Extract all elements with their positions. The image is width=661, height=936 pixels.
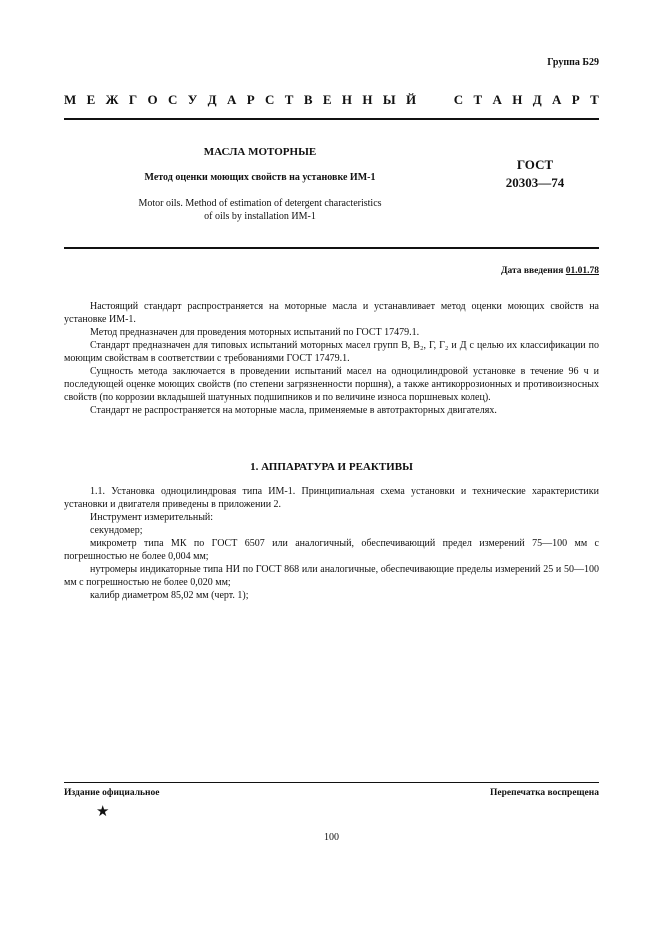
paragraph: Стандарт предназначен для типовых испытаний моторных масел групп В, В₂, Г, Г₂ и Д с целью их классификации по моющим свойствам в соответствии с требованиями ГОСТ 17479.1. [64,340,599,364]
paragraph: Метод предназначен для проведения моторных испытаний по ГОСТ 17479.1. [90,327,420,338]
banner-letter: Ж [105,92,119,107]
banner-letter: Н [362,92,373,107]
paragraph: нутромеры индикаторные типа НИ по ГОСТ 868 или аналогичные, обеспечивающие пределы измерений 25 и 50—100 мм с погрешностью не более 0,020 мм; [64,564,599,588]
section-text [64,485,599,602]
banner-letter: Г [128,92,138,107]
header-divider [64,118,599,120]
english-title-line: Motor oils. Method of estimation of detergent characteristics [138,198,382,209]
reprint-prohibited-note: Перепечатка воспрещена [489,788,599,798]
banner-letter: У [187,92,198,107]
banner-letter: Д [207,92,217,107]
paragraph: Инструмент измерительный: [90,512,214,523]
paragraph: Настоящий стандарт распространяется на моторные масла и устанавливает метод оценки моющих свойств на установке ИМ-1. [64,301,599,325]
star-icon: ★ [96,804,110,820]
banner-letter: Т [590,92,599,107]
banner-letter: Е [86,92,96,107]
banner-letter: С [453,92,464,107]
paragraph: калибр диаметром 85,02 мм (черт. 1); [90,590,249,601]
paragraph: микрометр типа МК по ГОСТ 6507 или аналогичный, обеспечивающий предел измерений 75—100 мм с погрешностью не более 0,004 мм; [64,538,599,562]
banner-letter: Н [341,92,353,107]
document-title: МАСЛА МОТОРНЫЕ [203,146,317,158]
title-divider [64,247,599,249]
banner-letter: С [265,92,275,107]
paragraph: Стандарт не распространяется на моторные масла, применяемые в автотракторных двигателях. [90,405,497,416]
footer-divider [64,782,599,783]
banner-letter: А [492,92,502,107]
banner-letter: С [168,92,178,107]
banner-letter: Р [571,92,580,107]
english-title-line: of oils by installation ИМ-1 [204,211,316,222]
banner-letter: М [64,92,77,107]
group-code: Группа Б29 [547,57,599,68]
banner-letter: Т [284,92,294,107]
interstate-standard-banner [64,92,599,108]
banner-letter: Т [473,92,483,107]
introduction-date [501,266,599,276]
banner-letter: О [147,92,158,107]
introduction-date-value: 01.01.78 [565,266,599,276]
paragraph: Сущность метода заключается в проведении испытаний масел на одноцилиндровой установке в течение 96 ч и последующей оценке моющих свойств (по степени загрязненности поршня), а также антикоррозионных и противоизносных свойств (по коррозии вкладышей шатунных подшипников и по величине износа поршневых колец). [64,366,599,403]
banner-letter: Д [532,92,542,107]
gost-designation [470,156,600,192]
gost-number: 20303—74 [505,175,565,190]
official-edition-note: Издание официальное [64,788,160,798]
banner-letter: А [552,92,562,107]
paragraph: секундомер; [90,525,143,536]
banner-letter: Ы [382,92,396,107]
introduction-date-label: Дата введения [500,266,564,276]
banner-letter: Р [246,92,255,107]
section-heading: 1. АППАРАТУРА И РЕАКТИВЫ [250,461,413,473]
paragraph: 1.1. Установка одноцилиндровая типа ИМ-1. Принципиальная схема установки и технические характеристики установки и двигателя приведены в приложении 2. [64,486,599,510]
banner-letter: В [303,92,313,107]
banner-letter: Е [322,92,332,107]
page-number: 100 [324,832,339,843]
banner-gap [440,92,443,108]
english-title [64,197,456,223]
banner-letter: Н [512,92,523,107]
banner-letter: А [226,92,237,107]
banner-gap [426,92,429,108]
intro-text [64,300,599,417]
document-subtitle: Метод оценки моющих свойств на установке ИМ-1 [144,172,376,183]
gost-label: ГОСТ [516,157,554,172]
banner-letter: Й [405,92,417,107]
